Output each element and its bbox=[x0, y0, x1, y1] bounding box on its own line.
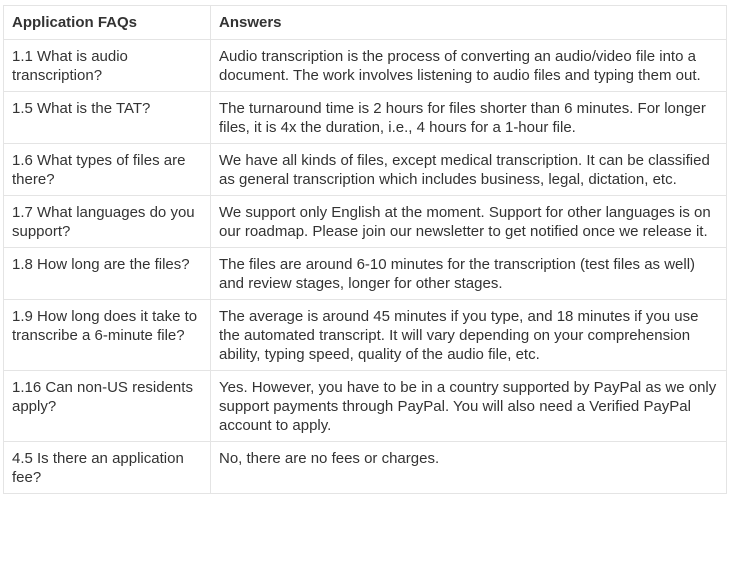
faq-answer: No, there are no fees or charges. bbox=[211, 442, 727, 494]
faq-answer: Yes. However, you have to be in a country supported by PayPal as we only support payments through PayPal. You will also need a Verified PayPal account to apply. bbox=[211, 371, 727, 442]
table-row bbox=[4, 92, 727, 144]
faq-answer: Audio transcription is the process of converting an audio/video file into a document. The work involves listening to audio files and typing them out. bbox=[211, 40, 727, 92]
faq-question: 4.5 Is there an application fee? bbox=[4, 442, 211, 494]
faq-table-header bbox=[4, 6, 727, 40]
faq-question: 1.8 How long are the files? bbox=[4, 248, 211, 300]
faq-table bbox=[3, 5, 727, 494]
table-row bbox=[4, 300, 727, 371]
header-questions: Application FAQs bbox=[4, 6, 211, 40]
table-row bbox=[4, 40, 727, 92]
faq-answer: We support only English at the moment. Support for other languages is on our roadmap. Please join our newsletter to get notified once we release it. bbox=[211, 196, 727, 248]
faq-answer: The files are around 6-10 minutes for the transcription (test files as well) and review stages, longer for other stages. bbox=[211, 248, 727, 300]
faq-question: 1.7 What languages do you support? bbox=[4, 196, 211, 248]
faq-question: 1.5 What is the TAT? bbox=[4, 92, 211, 144]
table-row bbox=[4, 248, 727, 300]
header-answers: Answers bbox=[211, 6, 727, 40]
table-row bbox=[4, 196, 727, 248]
faq-answer: We have all kinds of files, except medical transcription. It can be classified as general transcription which includes business, legal, dictation, etc. bbox=[211, 144, 727, 196]
table-row bbox=[4, 371, 727, 442]
header-row bbox=[4, 6, 727, 40]
faq-question: 1.16 Can non-US residents apply? bbox=[4, 371, 211, 442]
faq-question: 1.6 What types of files are there? bbox=[4, 144, 211, 196]
faq-answer: The turnaround time is 2 hours for files shorter than 6 minutes. For longer files, it is 4x the duration, i.e., 4 hours for a 1-hour file. bbox=[211, 92, 727, 144]
table-row bbox=[4, 144, 727, 196]
faq-question: 1.1 What is audio transcription? bbox=[4, 40, 211, 92]
faq-table-body bbox=[4, 40, 727, 494]
table-row bbox=[4, 442, 727, 494]
faq-question: 1.9 How long does it take to transcribe a 6-minute file? bbox=[4, 300, 211, 371]
faq-answer: The average is around 45 minutes if you type, and 18 minutes if you use the automated transcript. It will vary depending on your comprehension ability, typing speed, quality of the audio file, etc. bbox=[211, 300, 727, 371]
